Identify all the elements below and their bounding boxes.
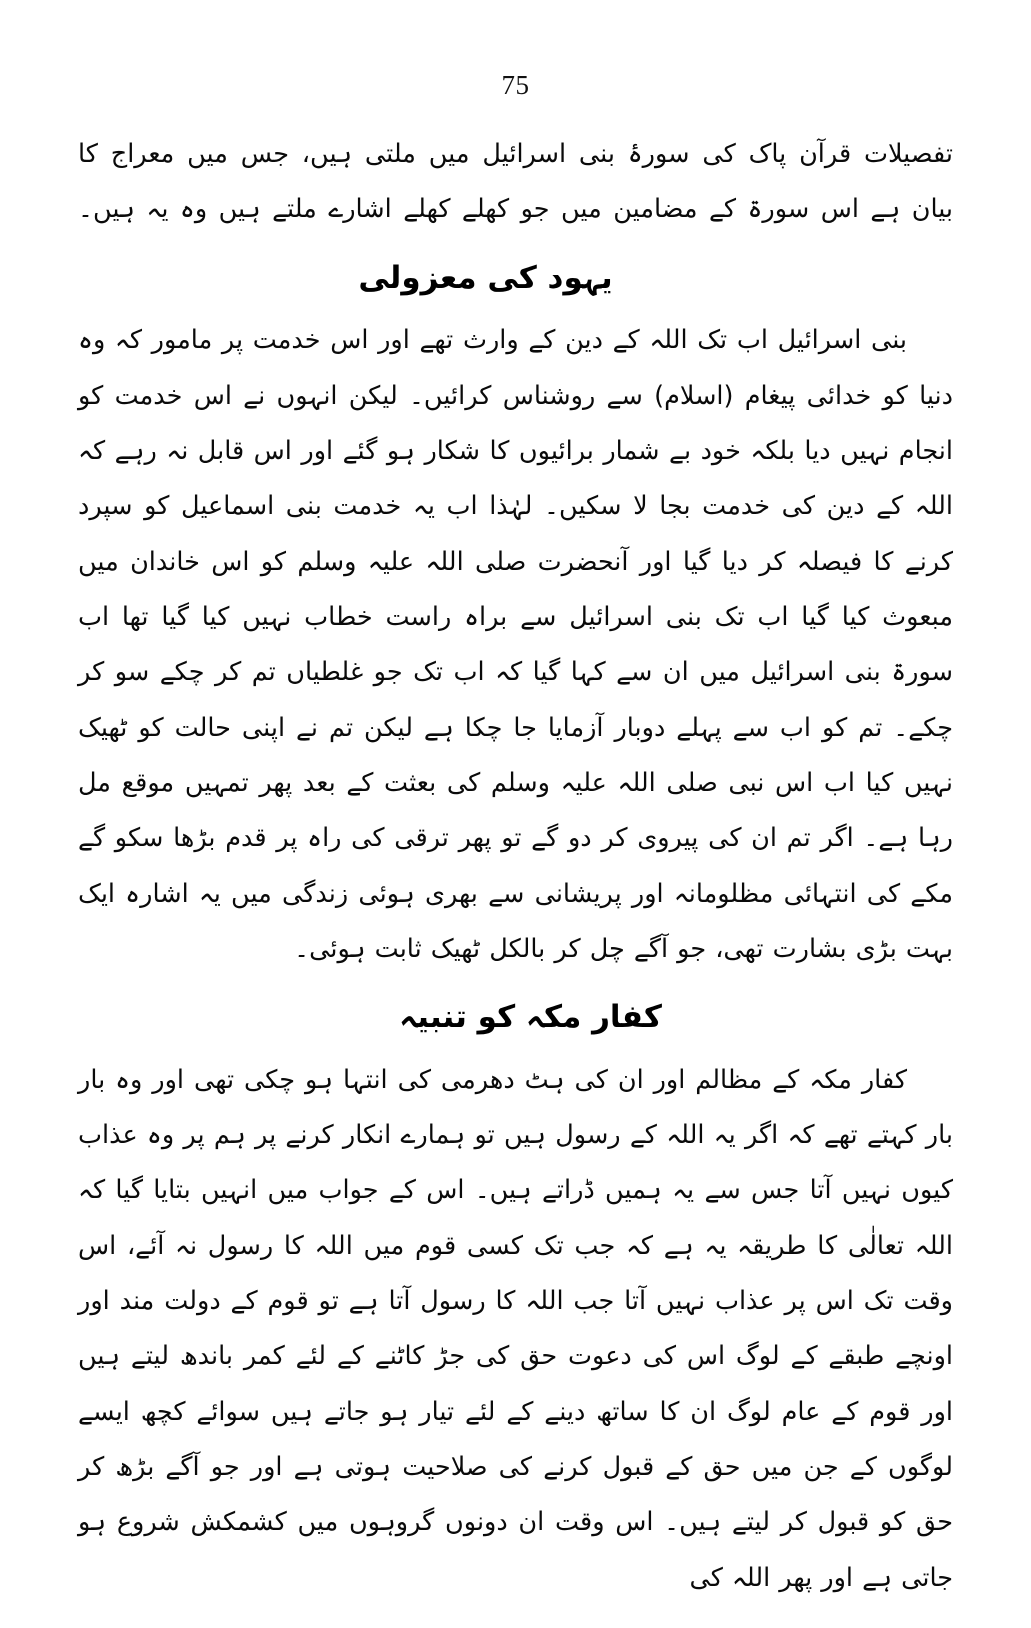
page-number: 75 (501, 70, 530, 100)
paragraph-block-intro (78, 127, 953, 238)
paragraph-block-2 (78, 1053, 953, 1606)
body-paragraph-2: کفار مکہ کے مظالم اور ان کی ہٹ دھرمی کی انتہا ہو چکی تھی اور وہ بار بار کہتے تھے کہ اگر یہ اللہ کے رسول ہیں تو ہمارے انکار کرنے پر ہم پر وہ عذاب کیوں نہیں آتا جس سے یہ ہمیں ڈراتے ہیں۔ اس کے جواب میں انہیں بتایا گیا کہ اللہ تعالٰی کا طریقہ یہ ہے کہ جب تک کسی قوم میں اللہ کا رسول نہ آئے، اس وقت تک اس پر عذاب نہیں آتا جب اللہ کا رسول آتا ہے تو قوم کے دولت مند اور اونچے طبقے کے لوگ اس کی دعوت حق کی جڑ کاٹنے کے لئے کمر باندھ لیتے ہیں اور قوم کے عام لوگ ان کا ساتھ دینے کے لئے تیار ہو جاتے ہیں سوائے کچھ ایسے لوگوں کے جن میں حق کے قبول کرنے کی صلاحیت ہوتی ہے اور جو آگے بڑھ کر حق کو قبول کر لیتے ہیں۔ اس وقت ان دونوں گروہوں میں کشمکش شروع ہو جاتی ہے اور پھر اللہ کی (78, 1064, 953, 1593)
intro-paragraph: تفصیلات قرآن پاک کی سورۂ بنی اسرائیل میں ملتی ہیں، جس میں معراج کا بیان ہے اس سورۃ کے مضامین میں جو کھلے کھلے اشارے ملتے ہیں وہ یہ ہیں۔ (78, 139, 953, 225)
page-footer-space (78, 1610, 953, 1628)
section-heading-yahood-ki-mazooli: یہود کی معزولی (358, 259, 613, 296)
paragraph-block-1 (78, 313, 953, 977)
body-paragraph-1: بنی اسرائیل اب تک اللہ کے دین کے وارث تھے اور اس خدمت پر مامور کہ وہ دنیا کو خدائی پیغام (اسلام) سے روشناس کرائیں۔ لیکن انہوں نے اس خدمت کو انجام نہیں دیا بلکہ خود بے شمار برائیوں کا شکار ہو گئے اور اس قابل نہ رہے کہ اللہ کے دین کی خدمت بجا لا سکیں۔ لہٰذا اب یہ خدمت بنی اسماعیل کو سپرد کرنے کا فیصلہ کر دیا گیا اور آنحضرت صلی اللہ علیہ وسلم کو اس خاندان میں مبعوث کیا گیا اب تک بنی اسرائیل سے براہ راست خطاب نہیں کیا گیا تھا اب سورۃ بنی اسرائیل میں ان سے کہا گیا کہ اب تک جو غلطیاں تم کر چکے سو کر چکے۔ تم کو اب سے پہلے دوبار آزمایا جا چکا ہے لیکن تم نے اپنی حالت کو ٹھیک نہیں کیا اب اس نبی صلی اللہ علیہ وسلم کی بعثت کے بعد پھر تمہیں موقع مل رہا ہے۔ اگر تم ان کی پیروی کر دو گے تو پھر ترقی کی راہ پر قدم بڑھا سکو گے مکے کی انتہائی مظلومانہ اور پریشانی سے بھری ہوئی زندگی میں یہ اشارہ ایک بہت بڑی بشارت تھی، جو آگے چل کر بالکل ٹھیک ثابت ہوئی۔ (78, 325, 953, 964)
section-heading-kuffar-e-makkah-ko-tanbeeh: کفار مکہ کو تنبیہ (399, 999, 662, 1036)
